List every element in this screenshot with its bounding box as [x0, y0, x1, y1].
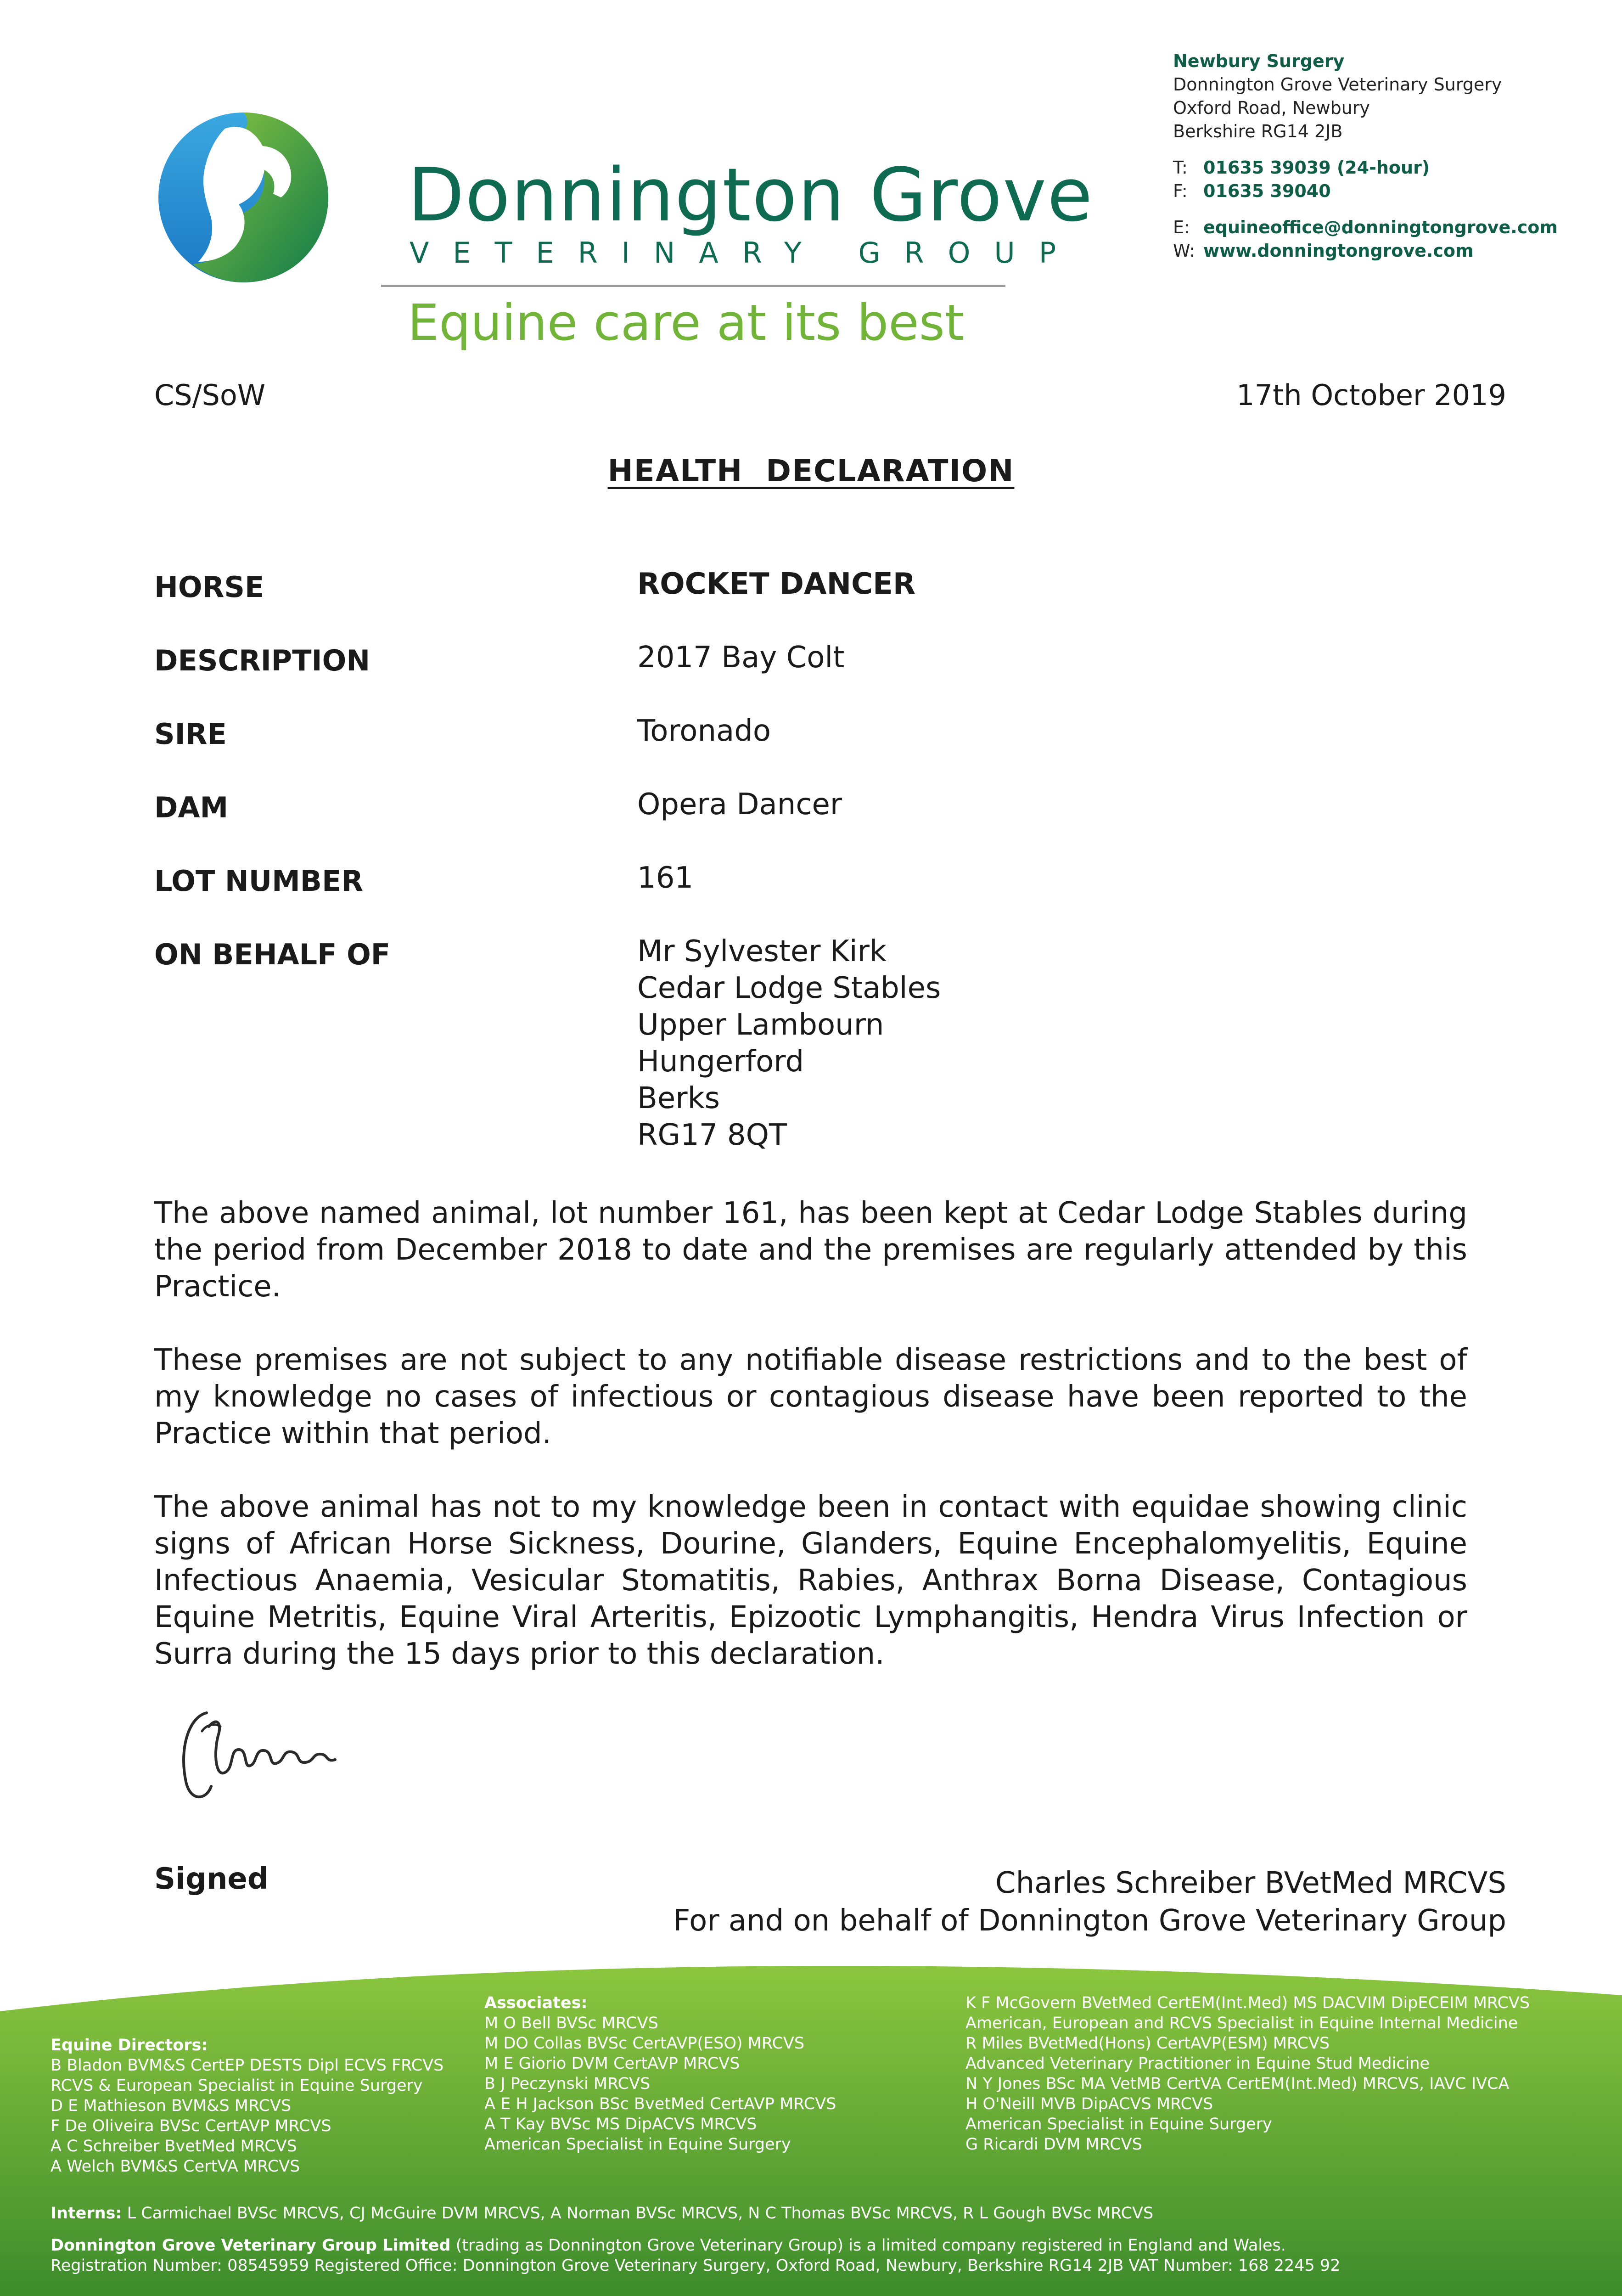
- director-line: A Welch BVM&S CertVA MRCVS: [51, 2157, 300, 2176]
- interns-list: L Carmichael BVSc MRCVS, CJ McGuire DVM MRCVS, A Norman BVSc MRCVS, N C Thomas BVSc MRCVS, R L Gough BVSc MRCVS: [127, 2204, 1154, 2223]
- website-label: W:: [1173, 241, 1195, 261]
- description-value: 2017 Bay Colt: [637, 641, 845, 675]
- company-text: (trading as Donnington Grove Veterinary Group) is a limited company registered in England and Wales.: [450, 2236, 1286, 2255]
- footer-interns: [51, 2203, 1153, 2223]
- address-line: Berkshire RG14 2JB: [1173, 121, 1343, 141]
- signed-label: Signed: [154, 1862, 269, 1896]
- associates-title: Associates:: [484, 1994, 588, 2012]
- interns-title: Interns:: [51, 2204, 122, 2223]
- address-line: Donnington Grove Veterinary Surgery: [1173, 74, 1502, 95]
- specialist-line: American Specialist in Equine Surgery: [965, 2115, 1272, 2133]
- document-date: 17th October 2019: [1236, 378, 1506, 412]
- contact-block: [1173, 50, 1558, 263]
- handwritten-signature: [174, 1699, 344, 1809]
- director-line: A C Schreiber BvetMed MRCVS: [51, 2137, 297, 2155]
- email-row: [1173, 216, 1558, 239]
- on-behalf-of-label: ON BEHALF OF: [154, 938, 391, 971]
- specialist-line: H O'Neill MVB DipACVS MRCVS: [965, 2095, 1213, 2113]
- telephone-number: 01635 39039 (24-hour): [1203, 158, 1430, 178]
- horse-label: HORSE: [154, 570, 264, 604]
- associate-line: B J Peczynski MRCVS: [484, 2075, 651, 2093]
- specialist-line: R Miles BVetMed(Hons) CertAVP(ESM) MRCVS: [965, 2034, 1330, 2053]
- directors-title: Equine Directors:: [51, 2036, 208, 2054]
- declaration-paragraph: The above animal has not to my knowledge been in contact with equidae showing clinic signs of African Horse Sickness, Dourine, Glanders, Equine Encephalomyelitis, Equine Infectious Anaemia, Vesicular Stomatitis, Rabies, Anthrax Borna Disease, Contagious Equine Metritis, Equine Viral Arteritis, Epizootic Lymphangitis, Hendra Virus Infection or Surra during the 15 days prior to this declaration.: [154, 1490, 1467, 1671]
- associate-line: A E H Jackson BSc BvetMed CertAVP MRCVS: [484, 2095, 836, 2113]
- signer-block: [673, 1864, 1506, 1940]
- signer-organisation: For and on behalf of Donnington Grove Veterinary Group: [673, 1904, 1506, 1938]
- email-link[interactable]: equineoffice@donningtongrove.com: [1203, 217, 1558, 237]
- brand-subtitle: VETERINARY GROUP: [410, 236, 1080, 270]
- footer-associates: [484, 1993, 836, 2155]
- signer-name: Charles Schreiber BVetMed MRCVS: [995, 1866, 1506, 1900]
- document-title: [0, 453, 1622, 489]
- footer-specialists: [965, 1993, 1530, 2155]
- behalf-line: RG17 8QT: [637, 1118, 787, 1152]
- horse-value: ROCKET DANCER: [637, 567, 916, 601]
- reference: CS/SoW: [154, 378, 266, 412]
- declaration-paragraph: These premises are not subject to any notifiable disease restrictions and to the best of my knowledge no cases of infectious or contagious disease have been reported to the Practice within that period.: [154, 1343, 1467, 1451]
- specialist-line: G Ricardi DVM MRCVS: [965, 2135, 1142, 2154]
- email-label: E:: [1173, 217, 1190, 237]
- footer-registration: Registration Number: 08545959 Registered Office: Donnington Grove Veterinary Surgery, Oxford Road, Newbury, Berkshire RG14 2JB VAT Number: 168 2245 92: [51, 2257, 1341, 2275]
- footer-company: [51, 2235, 1286, 2256]
- dam-value: Opera Dancer: [637, 788, 842, 822]
- director-line: D E Mathieson BVM&S MRCVS: [51, 2097, 292, 2115]
- dam-label: DAM: [154, 791, 229, 824]
- declaration-paragraph: The above named animal, lot number 161, has been kept at Cedar Lodge Stables during the period from December 2018 to date and the premises are regularly attended by this Practice.: [154, 1196, 1467, 1304]
- website-row: [1173, 239, 1558, 263]
- fax-number: 01635 39040: [1203, 181, 1331, 201]
- on-behalf-of-address: [637, 933, 941, 1154]
- behalf-line: Hungerford: [637, 1045, 804, 1079]
- associate-line: American Specialist in Equine Surgery: [484, 2135, 791, 2154]
- director-line: B Bladon BVM&S CertEP DESTS Dipl ECVS FRCVS: [51, 2056, 444, 2075]
- behalf-line: Berks: [637, 1081, 720, 1115]
- specialist-line: American, European and RCVS Specialist in Equine Internal Medicine: [965, 2014, 1518, 2032]
- behalf-line: Upper Lambourn: [637, 1008, 884, 1042]
- fax-row: [1173, 180, 1558, 203]
- brand-name: Donnington Grove: [408, 152, 1094, 238]
- specialist-line: N Y Jones BSc MA VetMB CertVA CertEM(Int.Med) MRCVS, IAVC IVCA: [965, 2075, 1510, 2093]
- telephone-label: T:: [1173, 158, 1188, 178]
- sire-value: Toronado: [637, 714, 771, 748]
- sire-label: SIRE: [154, 717, 227, 751]
- website-link[interactable]: www.donningtongrove.com: [1203, 241, 1474, 261]
- behalf-line: Cedar Lodge Stables: [637, 971, 941, 1005]
- specialist-line: Advanced Veterinary Practitioner in Equine Stud Medicine: [965, 2054, 1430, 2073]
- director-line: F De Oliveira BVSc CertAVP MRCVS: [51, 2117, 331, 2135]
- document-title-text: HEALTH DECLARATION: [607, 453, 1015, 489]
- brand-divider: [381, 285, 1005, 287]
- address-line: Oxford Road, Newbury: [1173, 98, 1370, 118]
- brand-tagline: Equine care at its best: [408, 294, 965, 352]
- description-label: DESCRIPTION: [154, 644, 370, 677]
- lot-number-value: 161: [637, 861, 694, 895]
- fax-label: F:: [1173, 181, 1188, 201]
- associate-line: M O Bell BVSc MRCVS: [484, 2014, 658, 2032]
- specialist-line: K F McGovern BVetMed CertEM(Int.Med) MS DACVIM DipECEIM MRCVS: [965, 1994, 1530, 2012]
- associate-line: M E Giorio DVM CertAVP MRCVS: [484, 2054, 740, 2073]
- behalf-line: Mr Sylvester Kirk: [637, 934, 887, 968]
- lot-number-label: LOT NUMBER: [154, 864, 364, 898]
- associate-line: M DO Collas BVSc CertAVP(ESO) MRCVS: [484, 2034, 805, 2053]
- director-line: RCVS & European Specialist in Equine Surgery: [51, 2077, 423, 2095]
- footer-directors: [51, 2035, 443, 2177]
- office-name: Newbury Surgery: [1173, 51, 1345, 71]
- associate-line: A T Kay BVSc MS DipACVS MRCVS: [484, 2115, 757, 2133]
- logo-horse-emblem: [156, 110, 331, 285]
- telephone-row: [1173, 156, 1558, 180]
- company-name: Donnington Grove Veterinary Group Limited: [51, 2236, 451, 2255]
